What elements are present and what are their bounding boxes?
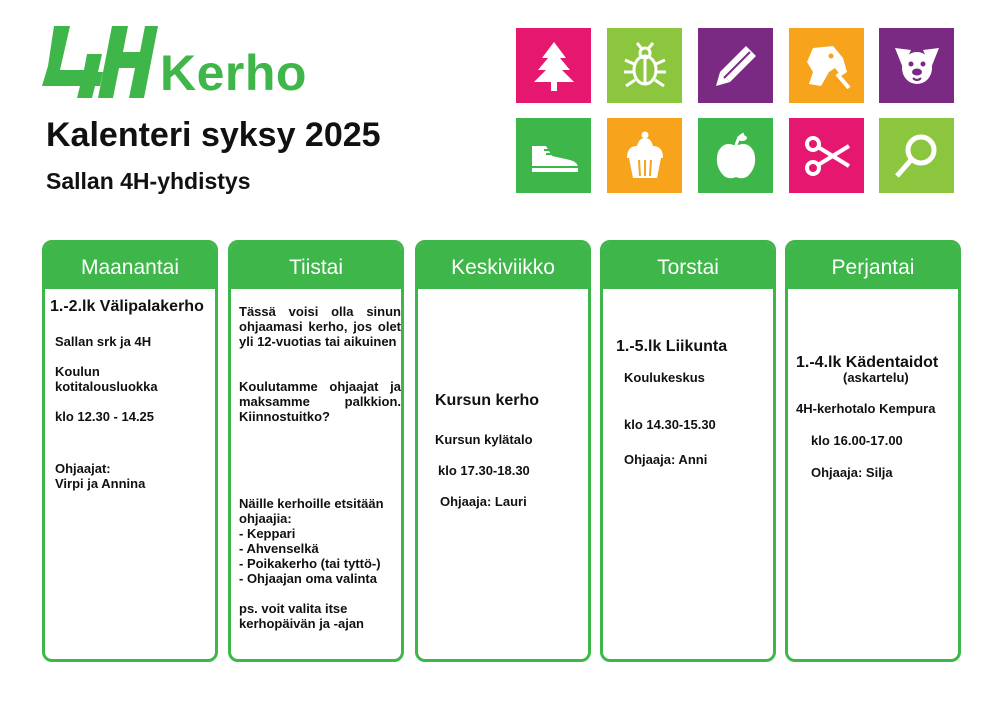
leader: Ohjaaja: Silja <box>811 465 893 480</box>
location: Kursun kylätalo <box>435 432 533 447</box>
location-line-2: kotitalousluokka <box>55 379 158 394</box>
day-header: Keskiviikko <box>418 243 588 289</box>
scissors-icon <box>789 118 864 193</box>
page-title: Kalenteri syksy 2025 <box>46 116 381 154</box>
dog-icon <box>879 28 954 103</box>
club-title: 1.-4.lk Kädentaidot <box>796 354 939 371</box>
ps-line-2: kerhopäivän ja -ajan <box>239 616 364 631</box>
4h-logo-mark <box>40 26 158 100</box>
club-title: 1.-2.lk Välipalakerho <box>50 298 204 315</box>
day-column-monday <box>42 240 218 662</box>
leaders-label: Ohjaajat: <box>55 461 111 476</box>
club-title: 1.-5.lk Liikunta <box>616 338 728 355</box>
time: klo 12.30 - 14.25 <box>55 409 155 424</box>
location: Koulukeskus <box>624 370 705 385</box>
day-column-friday <box>785 240 961 662</box>
day-column-tuesday <box>228 240 404 662</box>
pencil-icon <box>698 28 773 103</box>
organizer: Sallan srk ja 4H <box>55 334 152 349</box>
day-header: Perjantai <box>788 243 958 289</box>
cupcake-icon <box>607 118 682 193</box>
list-item: - Ohjaajan oma valinta <box>239 571 377 586</box>
list-item: - Keppari <box>239 526 296 541</box>
club-title: Kursun kerho <box>435 392 540 409</box>
wanted-heading-2: ohjaajia: <box>239 511 292 526</box>
day-column-wednesday <box>415 240 591 662</box>
day-header: Torstai <box>603 243 773 289</box>
list-item: - Poikakerho (tai tyttö-) <box>239 556 381 571</box>
bug-icon <box>607 28 682 103</box>
day-column-thursday <box>600 240 776 662</box>
list-item: - Ahvenselkä <box>239 541 319 556</box>
magnifier-icon <box>879 118 954 193</box>
location: 4H-kerhotalo Kempura <box>796 401 936 416</box>
recruit-paragraph-1: Tässä voisi olla sinun ohjaamasi kerho, jos olet yli 12-vuotias tai aikuinen <box>239 304 401 349</box>
leaders: Virpi ja Annina <box>55 476 146 491</box>
leader: Ohjaaja: Anni <box>624 452 708 467</box>
leader: Ohjaaja: Lauri <box>440 494 527 509</box>
horse-icon <box>789 28 864 103</box>
day-header: Tiistai <box>231 243 401 289</box>
club-subtitle: (askartelu) <box>843 370 909 385</box>
day-header: Maanantai <box>45 243 215 289</box>
logo-text: Kerho <box>160 45 307 101</box>
time: klo 16.00-17.00 <box>811 433 903 448</box>
time: klo 17.30-18.30 <box>438 463 530 478</box>
shoe-icon <box>516 118 591 193</box>
apple-icon <box>698 118 773 193</box>
time: klo 14.30-15.30 <box>624 417 716 432</box>
tree-icon <box>516 28 591 103</box>
recruit-paragraph-2: Koulutamme ohjaajat ja maksamme palkkion. Kiinnostuitko? <box>239 379 401 424</box>
wanted-heading-1: Näille kerhoille etsitään <box>239 496 384 511</box>
page-subtitle: Sallan 4H-yhdistys <box>46 168 251 194</box>
location-line-1: Koulun <box>55 364 100 379</box>
ps-line-1: ps. voit valita itse <box>239 601 348 616</box>
